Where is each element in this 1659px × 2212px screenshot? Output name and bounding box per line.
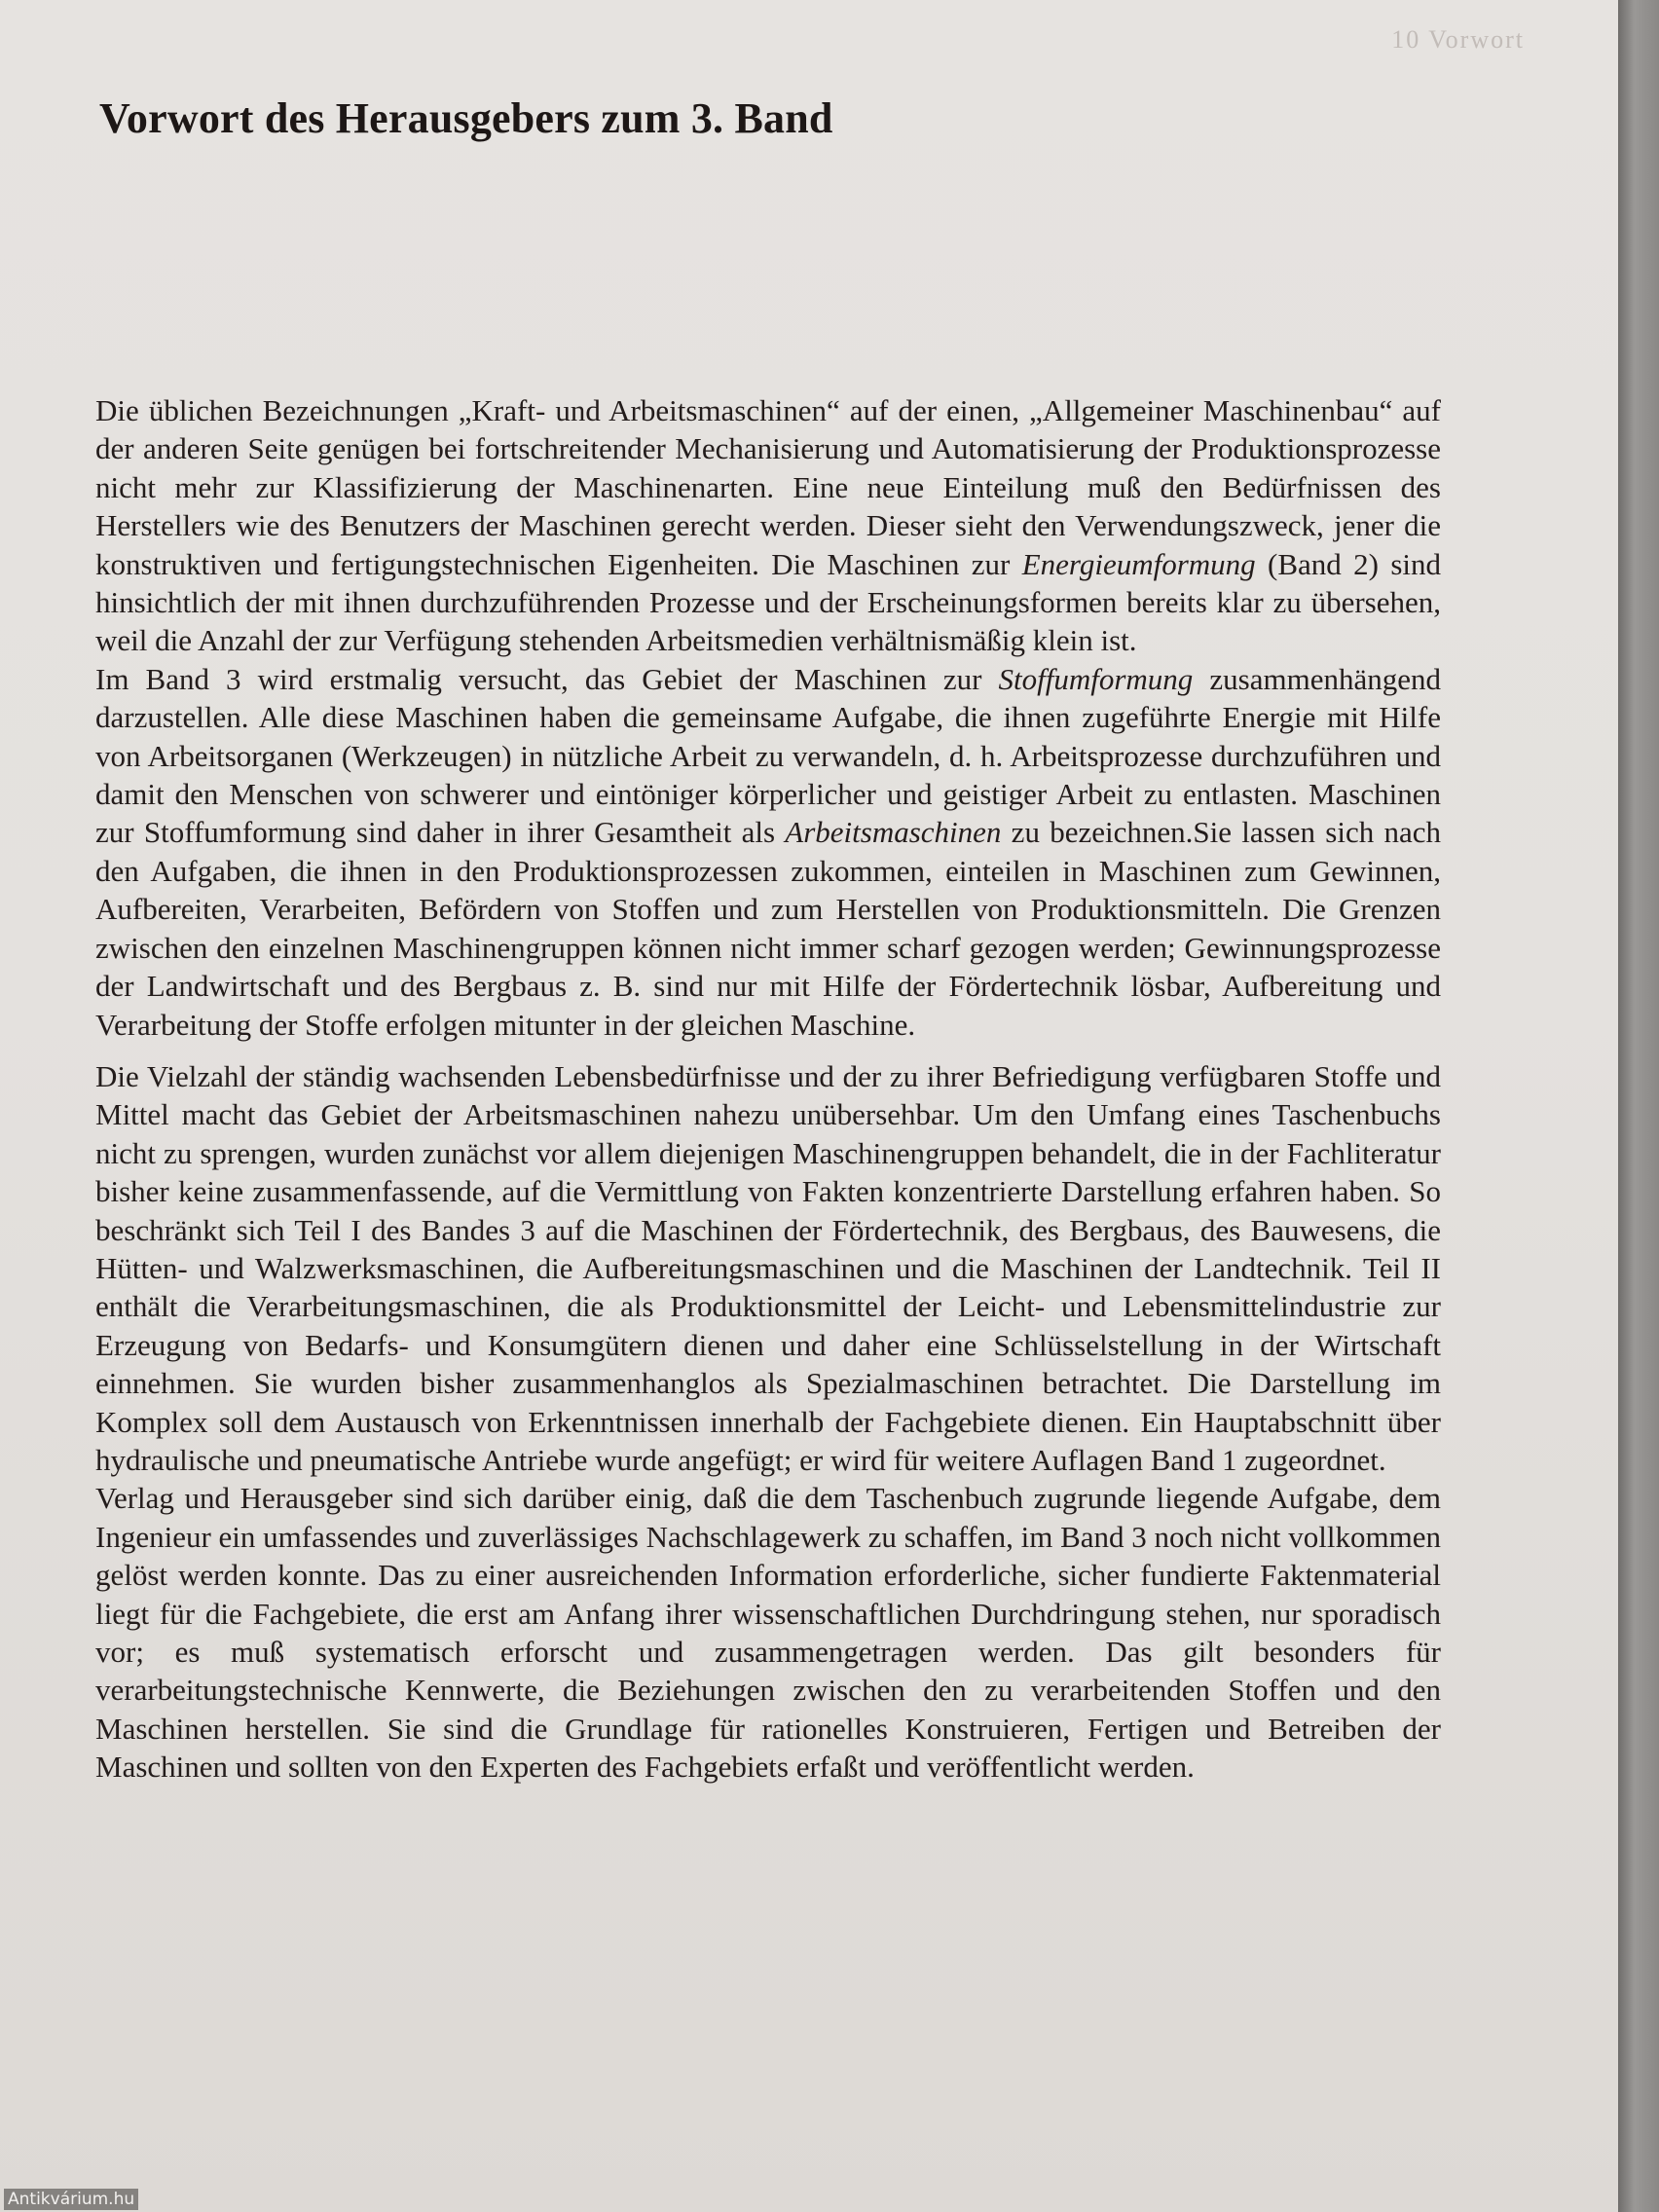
emphasis-term: Energieumformung [1021,546,1256,581]
paragraph-text: zusammenhängend darzustellen. Alle diese Maschinen haben die gemeinsame Aufgabe, die ihnen zugeführte Energie mit Hilfe von Arbeitsorganen (Werkzeugen) in nützliche Arbeit zu verwandeln, d. h. Arbeitsprozesse durchzuführen und damit den Menschen von schwerer und eintöniger körperlicher und geistiger Arbeit zu entlasten. Maschinen zur Stoffumformung sind daher in ihrer Gesamtheit als [95,661,1441,850]
paragraph-text: Die üblichen Bezeichnungen „Kraft- und Arbeitsmaschinen“ auf der einen, „Allgemeiner Maschinenbau“ auf der anderen Seite genügen bei fortschreitender Mechanisierung und Automatisierung der Produktionsprozesse nicht mehr zur Klassifizierung der Maschinenarten. Eine neue Einteilung muß den Bedürfnissen des Herstellers wie des Benutzers der Maschinen gerecht werden. Dieser sieht den Verwendungszweck, jener die konstruktiven und fertigungstechnischen Eigenheiten. Die Maschinen zur [95,393,1441,581]
paragraph-text: Verlag und Herausgeber sind sich darüber einig, daß die dem Taschenbuch zugrunde liegende Aufgabe, dem Ingenieur ein umfassendes und zuverlässiges Nachschlagewerk zu schaffen, im Band 3 noch nicht vollkommen gelöst werden konnte. Das zu einer ausreichenden Information erforderliche, sicher fundierte Faktenmaterial liegt für die Fachgebiete, die erst am Anfang ihrer wissenschaftlichen Durchdringung stehen, nur sporadisch vor; es muß systematisch erforscht und zusammengetragen werden. Das gilt besonders für verarbeitungstechnische Kennwerte, die Beziehungen zwischen den zu verarbeitenden Stoffen und den Maschinen herstellen. Sie sind die Grundlage für rationelles Konstruieren, Fertigen und Betreiben der Maschinen und sollten von den Experten des Fachgebiets erfaßt und veröffentlicht werden. [95,1481,1441,1785]
show-through-running-header: 10 Vorwort [1391,25,1525,54]
preface-body [95,391,1441,1787]
paragraph-text: zu bezeichnen.Sie lassen sich nach den Aufgaben, die ihnen in den Produktionsprozessen zukommen, einteilen in Maschinen zum Gewinnen, Aufbereiten, Verarbeiten, Befördern von Stoffen und zum Herstellen von Produktionsmitteln. Die Grenzen zwischen den einzelnen Maschinengruppen können nicht immer scharf gezogen werden; Gewinnungsprozesse der Landwirtschaft und des Bergbaus z. B. sind nur mit Hilfe der Fördertechnik lösbar, Aufbereitung und Verarbeitung der Stoffe erfolgen mitunter in der gleichen Maschine. [95,815,1441,1042]
emphasis-term: Stoffumformung [998,661,1194,696]
paragraph-2 [95,660,1441,1044]
paragraph-1 [95,391,1441,660]
paragraph-3 [95,1057,1441,1479]
source-watermark: Antikvárium.hu [4,2189,138,2210]
adjacent-page-edge [1618,0,1659,2212]
paragraph-text: Im Band 3 wird erstmalig versucht, das Gebiet der Maschinen zur [95,661,999,696]
emphasis-term: Arbeitsmaschinen [785,815,1002,850]
paragraph-4 [95,1479,1441,1786]
page-title: Vorwort des Herausgebers zum 3. Band [99,94,833,142]
paragraph-text: Die Vielzahl der ständig wachsenden Lebensbedürfnisse und der zu ihrer Befriedigung verfügbaren Stoffe und Mittel macht das Gebiet der Arbeitsmaschinen nahezu unübersehbar. Um den Umfang eines Taschenbuchs nicht zu sprengen, wurden zunächst vor allem diejenigen Maschinengruppen behandelt, die in der Fachliteratur bisher keine zusammenfassende, auf die Vermittlung von Fakten konzentrierte Darstellung erfahren haben. So beschränkt sich Teil I des Bandes 3 auf die Maschinen der Fördertechnik, des Bergbaus, des Bauwesens, die Hütten- und Walzwerksmaschinen, die Aufbereitungsmaschinen und die Maschinen der Landtechnik. Teil II enthält die Verarbeitungsmaschinen, die als Produktionsmittel der Leicht- und Lebensmittelindustrie zur Erzeugung von Bedarfs- und Konsumgütern dienen und daher eine Schlüsselstellung in der Wirtschaft einnehmen. Sie wurden bisher zusammenhanglos als Spezialmaschinen betrachtet. Die Darstellung im Komplex soll dem Austausch von Erkenntnissen innerhalb der Fachgebiete dienen. Ein Hauptabschnitt über hydraulische und pneumatische Antriebe wurde angefügt; er wird für weitere Auflagen Band 1 zugeordnet. [95,1058,1441,1477]
paragraph-text: (Band 2) sind hinsichtlich der mit ihnen durchzuführenden Prozesse und der Erscheinungsformen bereits klar zu übersehen, weil die Anzahl der zur Verfügung stehenden Arbeitsmedien verhältnismäßig klein ist. [95,546,1442,658]
